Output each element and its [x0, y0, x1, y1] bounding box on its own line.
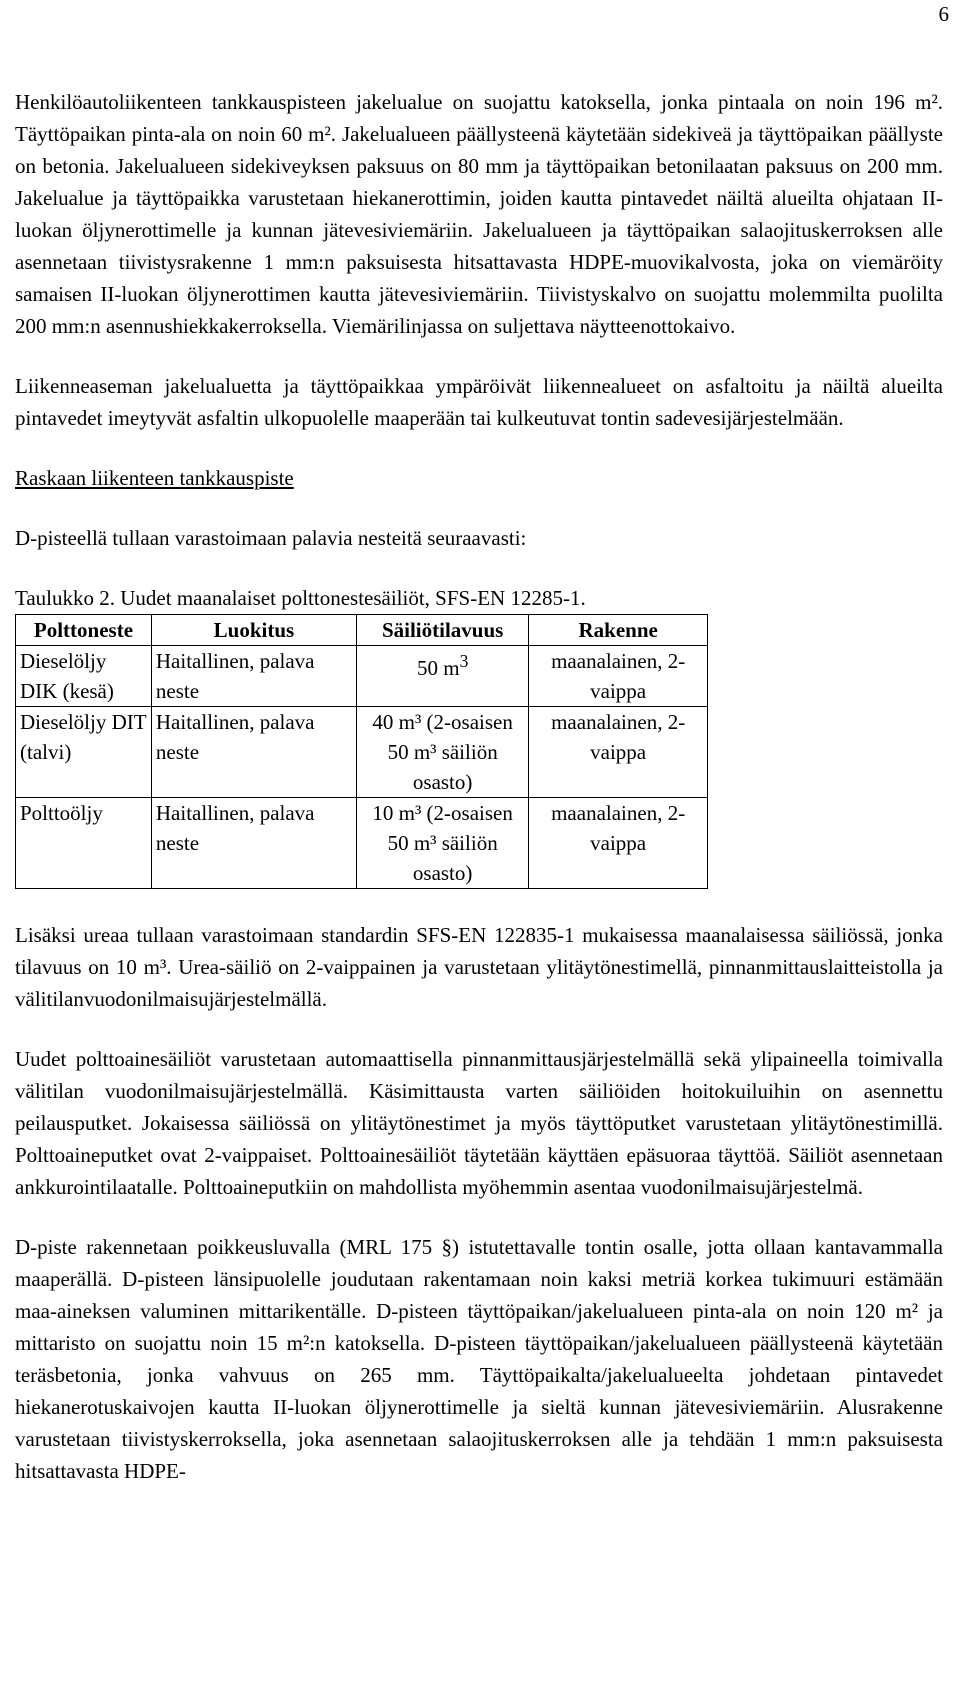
- header-class: Luokitus: [151, 615, 356, 646]
- volume-exponent: 3: [459, 651, 469, 671]
- document-body: [15, 86, 943, 1515]
- cell-structure: maanalainen, 2-vaippa: [529, 707, 708, 798]
- paragraph-traffic-areas: Liikenneaseman jakelualuetta ja täyttöpaikkaa ympäröivät liikennealueet on asfaltoitu ja näiltä alueilta pintavedet imeytyvät asfaltin ulkopuolelle maaperään tai kulkeutuvat tontin sadevesijärjestelmään.: [15, 374, 943, 430]
- section-heading: Raskaan liikenteen tankkauspiste: [15, 466, 294, 490]
- volume-value: 50 m: [416, 656, 460, 680]
- table-caption: Taulukko 2. Uudet maanalaiset polttonestesäiliöt, SFS-EN 12285-1.: [15, 586, 586, 610]
- cell-volume: [356, 646, 528, 707]
- cell-fuel: Dieselöljy DIK (kesä): [16, 646, 152, 707]
- cell-class: Haitallinen, palava neste: [151, 707, 356, 798]
- cell-volume: 40 m³ (2-osaisen 50 m³ säiliön osasto): [356, 707, 528, 798]
- header-fuel: Polttoneste: [16, 615, 152, 646]
- table-row: [16, 798, 708, 889]
- table-row: [16, 646, 708, 707]
- header-structure: Rakenne: [529, 615, 708, 646]
- cell-class: Haitallinen, palava neste: [151, 646, 356, 707]
- cell-fuel: Dieselöljy DIT (talvi): [16, 707, 152, 798]
- header-volume: Säiliötilavuus: [356, 615, 528, 646]
- table-header-row: [16, 615, 708, 646]
- paragraph-urea-tank: Lisäksi ureaa tullaan varastoimaan standardin SFS-EN 122835-1 mukaisessa maanalaisessa säiliössä, jonka tilavuus on 10 m³. Urea-säiliö on 2-vaippainen ja varustetaan ylitäytönestimellä, pinnanmittauslaitteistolla ja välitilanvuodonilmaisujärjestelmällä.: [15, 923, 943, 1011]
- paragraph-d-point-construction: D-piste rakennetaan poikkeusluvalla (MRL 175 §) istutettavalle tontin osalle, jotta ollaan kantavammalla maaperällä. D-pisteen länsipuolelle joudutaan rakentamaan noin kaksi metriä korkea tukimuuri estämään maa-aineksen valuminen mittarikentälle. D-pisteen täyttöpaikan/jakelualueen pinta-ala on noin 120 m² ja mittaristo on suojattu noin 15 m²:n katoksella. D-pisteen täyttöpaikan/jakelualueen päällysteenä käytetään teräsbetonia, jonka vahvuus on 265 mm. Täyttöpaikalta/jakelualueelta johdetaan pintavedet hiekanerotuskaivojen kautta II-luokan öljynerottimelle ja sieltä kunnan jätevesiviemäriin. Alusrakenne varustetaan tiivistyskerroksella, joka asennetaan salaojituskerroksen alle ja tehdään 1 mm:n paksuisesta hitsattavasta HDPE-: [15, 1235, 943, 1483]
- cell-volume: 10 m³ (2-osaisen 50 m³ säiliön osasto): [356, 798, 528, 889]
- paragraph-fuelling-area: Henkilöautoliikenteen tankkauspisteen jakelualue on suojattu katoksella, jonka pintaala on noin 196 m². Täyttöpaikan pinta-ala on noin 60 m². Jakelualueen päällysteenä käytetään sidekiveä ja täyttöpaikan päällyste on betonia. Jakelualueen sidekiveyksen paksuus on 80 mm ja täyttöpaikan betonilaatan paksuus on 200 mm. Jakelualue ja täyttöpaikka varustetaan hiekanerottimin, joiden kautta pintavedet näiltä alueilta ohjataan II-luokan öljynerottimelle ja kunnan jätevesiviemäriin. Jakelualueen ja täyttöpaikan salaojituskerroksen alle asennetaan tiivistysrakenne 1 mm:n paksuisesta hitsattavasta HDPE-muovikalvosta, joka on viemäröity samaisen II-luokan öljynerottimen kautta jätevesiviemäriin. Tiivistyskalvo on suojattu molemmilta puolilta 200 mm:n asennushiekkakerroksella. Viemärilinjassa on suljettava näytteenottokaivo.: [15, 90, 943, 338]
- paragraph-tank-equipment: Uudet polttoainesäiliöt varustetaan automaattisella pinnanmittausjärjestelmällä sekä ylipaineella toimivalla välitilan vuodonilmaisujärjestelmällä. Käsimittausta varten säiliöiden hoitokuiluihin on asennettu peilausputket. Jokaisessa säiliössä on ylitäytönestimet ja myös täyttöputket varustetaan ylitäytönestimillä. Polttoaineputket ovat 2-vaippaiset. Polttoainesäiliöt täytetään käyttäen epäsuoraa täyttöä. Säiliöt asennetaan ankkurointilaatalle. Polttoaineputkiin on mahdollista myöhemmin asentaa vuodonilmaisujärjestelmä.: [15, 1047, 943, 1199]
- cell-structure: maanalainen, 2-vaippa: [529, 646, 708, 707]
- cell-fuel: Polttoöljy: [16, 798, 152, 889]
- fuel-tank-table: [15, 614, 708, 889]
- cell-structure: maanalainen, 2-vaippa: [529, 798, 708, 889]
- cell-class: Haitallinen, palava neste: [151, 798, 356, 889]
- table-row: [16, 707, 708, 798]
- page-number: 6: [938, 2, 949, 26]
- intro-text: D-pisteellä tullaan varastoimaan palavia nesteitä seuraavasti:: [15, 526, 527, 550]
